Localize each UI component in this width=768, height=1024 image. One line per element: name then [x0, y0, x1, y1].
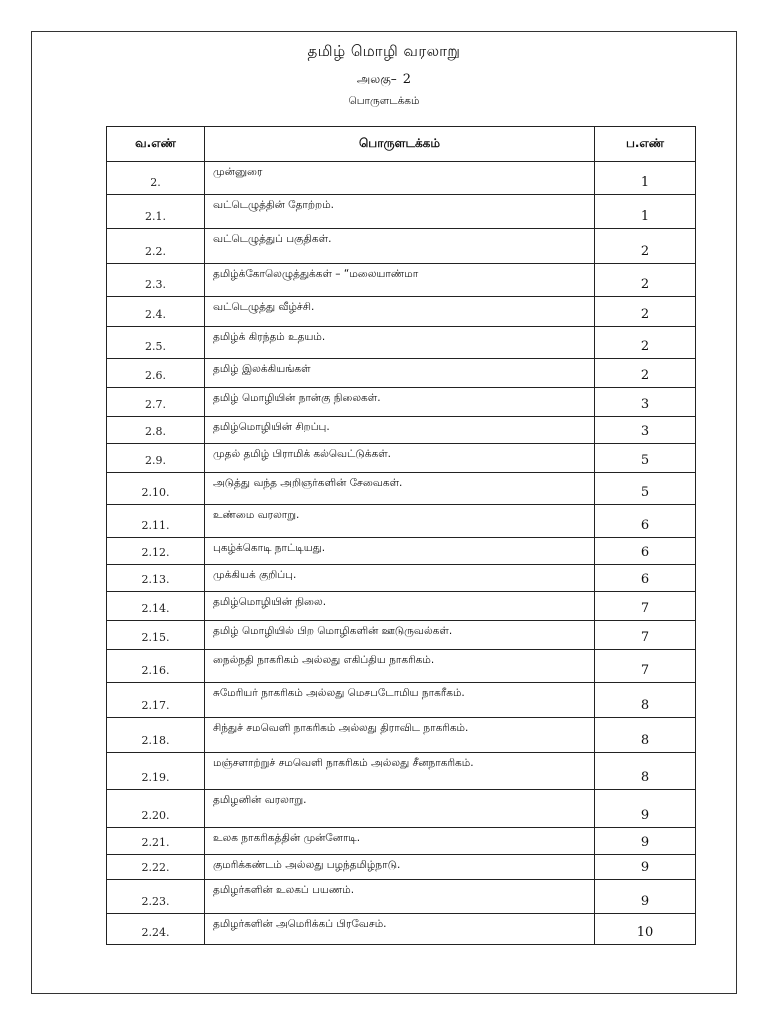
header-page-number: ப.எண் [595, 127, 696, 162]
table-row [107, 880, 696, 914]
row-serial-number: 2.10. [107, 473, 205, 505]
table-row [107, 650, 696, 683]
row-title: வட்டெழுத்தின் தோற்றம். [205, 195, 595, 229]
row-title: மஞ்சளாற்றுச் சமவெளி நாகரிகம் அல்லது சீனநாகரிகம். [205, 753, 595, 790]
row-title: தமிழ்க்கோலெழுத்துக்கள் – “மலையாண்மா [205, 264, 595, 297]
row-page-number: 7 [595, 650, 696, 683]
row-serial-number: 2.12. [107, 538, 205, 565]
row-title: தமிழ் மொழியின் நான்கு நிலைகள். [205, 388, 595, 417]
table-row [107, 718, 696, 753]
row-page-number: 2 [595, 327, 696, 359]
table-row [107, 417, 696, 444]
row-serial-number: 2.8. [107, 417, 205, 444]
table-row [107, 592, 696, 621]
row-title: தமிழ்மொழியின் நிலை. [205, 592, 595, 621]
table-row [107, 264, 696, 297]
row-title: தமிழ்மொழியின் சிறப்பு. [205, 417, 595, 444]
row-page-number: 1 [595, 162, 696, 195]
row-title: சுமேரியர் நாகரிகம் அல்லது மெசபடோமிய நாகரீகம். [205, 683, 595, 718]
row-title: புகழ்க்கொடி நாட்டியது. [205, 538, 595, 565]
row-title: அடுத்து வந்த அறிஞர்களின் சேவைகள். [205, 473, 595, 505]
table-header-row [107, 127, 696, 162]
row-serial-number: 2.1. [107, 195, 205, 229]
row-serial-number: 2.15. [107, 621, 205, 650]
table-row [107, 828, 696, 855]
row-serial-number: 2.11. [107, 505, 205, 538]
row-serial-number: 2.2. [107, 229, 205, 264]
table-row [107, 790, 696, 828]
row-page-number: 9 [595, 855, 696, 880]
row-title: வட்டெழுத்துப் பகுதிகள். [205, 229, 595, 264]
row-serial-number: 2.14. [107, 592, 205, 621]
unit-number: 2 [402, 72, 412, 87]
table-row [107, 621, 696, 650]
row-serial-number: 2.21. [107, 828, 205, 855]
row-page-number: 2 [595, 359, 696, 388]
row-serial-number: 2.5. [107, 327, 205, 359]
row-page-number: 6 [595, 565, 696, 592]
row-page-number: 9 [595, 790, 696, 828]
row-page-number: 6 [595, 505, 696, 538]
header-serial-number: வ.எண் [107, 127, 205, 162]
row-page-number: 3 [595, 417, 696, 444]
row-title: தமிழர்களின் உலகப் பயணம். [205, 880, 595, 914]
row-serial-number: 2.7. [107, 388, 205, 417]
row-title: நைல்நதி நாகரிகம் அல்லது எகிப்திய நாகரிகம். [205, 650, 595, 683]
unit-label: அலகு– [356, 72, 397, 86]
unit-heading [0, 72, 768, 88]
row-page-number: 6 [595, 538, 696, 565]
row-serial-number: 2.18. [107, 718, 205, 753]
table-row [107, 297, 696, 327]
row-title: தமிழ் மொழியில் பிற மொழிகளின் ஊடுருவல்கள். [205, 621, 595, 650]
row-serial-number: 2.23. [107, 880, 205, 914]
row-serial-number: 2.3. [107, 264, 205, 297]
row-title: சிந்துச் சமவெளி நாகரிகம் அல்லது திராவிட நாகரிகம். [205, 718, 595, 753]
table-row [107, 327, 696, 359]
row-title: முன்னுரை [205, 162, 595, 195]
row-title: குமரிக்கண்டம் அல்லது பழந்தமிழ்நாடு. [205, 855, 595, 880]
row-title: தமிழனின் வரலாறு. [205, 790, 595, 828]
row-title: உலக நாகரிகத்தின் முன்னோடி. [205, 828, 595, 855]
row-serial-number: 2.19. [107, 753, 205, 790]
row-title: முதல் தமிழ் பிராமிக் கல்வெட்டுக்கள். [205, 444, 595, 473]
table-row [107, 388, 696, 417]
row-serial-number: 2.24. [107, 914, 205, 945]
row-page-number: 7 [595, 621, 696, 650]
row-page-number: 5 [595, 473, 696, 505]
row-serial-number: 2.4. [107, 297, 205, 327]
row-title: முக்கியக் குறிப்பு. [205, 565, 595, 592]
row-serial-number: 2.17. [107, 683, 205, 718]
row-page-number: 2 [595, 229, 696, 264]
row-title: உண்மை வரலாறு. [205, 505, 595, 538]
row-page-number: 9 [595, 880, 696, 914]
row-serial-number: 2.22. [107, 855, 205, 880]
row-page-number: 8 [595, 718, 696, 753]
row-page-number: 5 [595, 444, 696, 473]
row-serial-number: 2.9. [107, 444, 205, 473]
contents-label: பொருளடக்கம் [348, 95, 420, 107]
row-title: தமிழ்க் கிரந்தம் உதயம். [205, 327, 595, 359]
table-row [107, 565, 696, 592]
row-page-number: 7 [595, 592, 696, 621]
table-row [107, 753, 696, 790]
table-row [107, 538, 696, 565]
row-page-number: 8 [595, 753, 696, 790]
row-title: தமிழ் இலக்கியங்கள் [205, 359, 595, 388]
table-row [107, 914, 696, 945]
table-row [107, 855, 696, 880]
row-page-number: 2 [595, 297, 696, 327]
row-page-number: 1 [595, 195, 696, 229]
row-serial-number: 2. [107, 162, 205, 195]
row-title: தமிழர்களின் அமெரிக்கப் பிரவேசம். [205, 914, 595, 945]
table-row [107, 229, 696, 264]
row-page-number: 8 [595, 683, 696, 718]
document-title: தமிழ் மொழி வரலாறு [307, 42, 461, 60]
table-row [107, 473, 696, 505]
row-serial-number: 2.20. [107, 790, 205, 828]
table-row [107, 683, 696, 718]
row-page-number: 3 [595, 388, 696, 417]
row-page-number: 10 [595, 914, 696, 945]
row-serial-number: 2.6. [107, 359, 205, 388]
table-body [107, 162, 696, 945]
table-row [107, 162, 696, 195]
contents-table [106, 126, 696, 945]
row-title: வட்டெழுத்து வீழ்ச்சி. [205, 297, 595, 327]
row-serial-number: 2.16. [107, 650, 205, 683]
table-row [107, 195, 696, 229]
row-page-number: 9 [595, 828, 696, 855]
row-serial-number: 2.13. [107, 565, 205, 592]
header-contents: பொருளடக்கம் [205, 127, 595, 162]
row-page-number: 2 [595, 264, 696, 297]
table-row [107, 505, 696, 538]
table-row [107, 359, 696, 388]
table-row [107, 444, 696, 473]
